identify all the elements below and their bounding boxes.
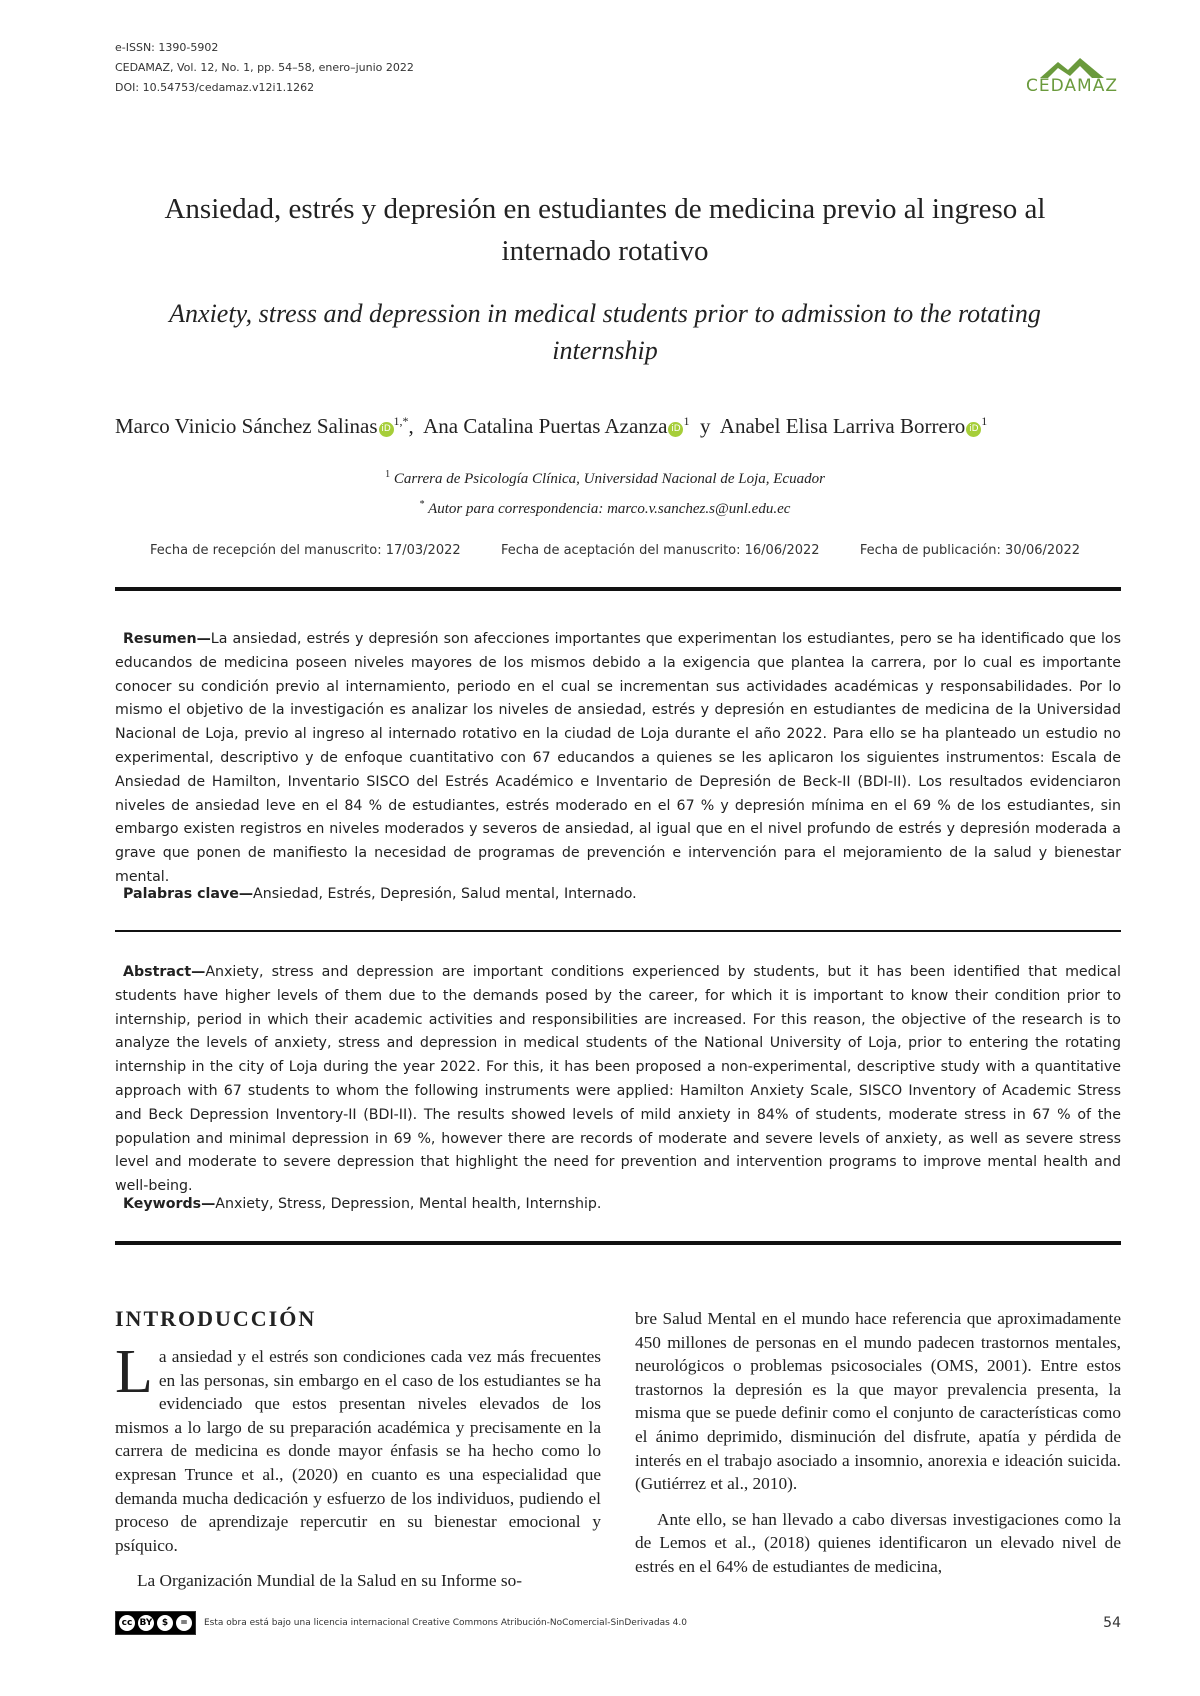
resumen-text: La ansiedad, estrés y depresión son afecciones importantes que experimentan los estudiantes, pero se ha identificado que los educandos de medicina poseen niveles mayores de los mismos debido a la exigencia que plantea la carrera, por lo cual es importante conocer su condición previo al internamiento, periodo en el cual se incrementan sus actividades académicas y responsabilidades. Por lo mismo el objetivo de la investigación es analizar los niveles de ansiedad, estrés y depresión en estudiantes de medicina de la Universidad Nacional de Loja, previo al ingreso al internado rotativo en la ciudad de Loja durante el año 2022. Para ello se ha planteado un estudio no experimental, descriptivo y de enfoque cuantitativo con 67 educandos a quienes se les aplicaron los siguientes instrumentos: Escala de Ansiedad de Hamilton, Inventario SISCO del Estrés Académico e Inventario de Depresión de Beck-II (BDI-II). Los resultados evidenciaron niveles de ansiedad leve en el 84 % de estudiantes, estrés moderado en el 67 % y depresión mínima en el 69 % de los estudiantes, sin embargo existen registros en niveles moderados y severos de ansiedad, al igual que en el nivel profundo de estrés y depresión moderada a grave que ponen de manifiesto la necesidad de programas de prevención e intervención para el mejoramiento de la salud y bienestar mental.: [115, 631, 1121, 885]
author-list: Marco Vinicio Sánchez Salinas $iD^{1,*}$, Ana Catalina Puertas Azanza $iD^1$ y Anabel Elisa Larriva Borrero $iD^1$: [115, 414, 988, 438]
resumen-label: Resumen—: [123, 631, 211, 647]
keywords-text: Anxiety, Stress, Depression, Mental health, Internship.: [215, 1196, 602, 1212]
abstract-label: Abstract—: [123, 964, 206, 980]
bottom-rule: [115, 1241, 1121, 1245]
resumen-section: [115, 628, 1121, 890]
logo-text: CEDAMAZ: [1026, 76, 1118, 96]
eissn: e-ISSN: 1390-5902: [115, 41, 219, 54]
keywords-label: Keywords—: [123, 1196, 216, 1212]
section-heading: INTRODUCCIÓN: [115, 1306, 317, 1331]
middle-rule: [115, 930, 1121, 932]
title-spanish: Ansiedad, estrés y depresión en estudiantes de medicina previo al ingreso al internado rotativo: [164, 193, 1046, 267]
author-name: Anabel Elisa Larriva Borrero: [719, 414, 966, 438]
intro-paragraph: La Organización Mundial de la Salud en su Informe so-: [137, 1571, 523, 1591]
author-superscript: 1,*: [393, 414, 409, 428]
palabras-label: Palabras clave—: [123, 886, 254, 902]
journal-metadata: [115, 38, 414, 98]
manuscript-dates: [150, 543, 1080, 558]
cc-icon: cc: [119, 1615, 135, 1631]
title-english: Anxiety, stress and depression in medical students prior to admission to the rotating internship: [169, 299, 1041, 365]
orcid-icon[interactable]: iD: [668, 422, 683, 437]
intro-paragraph: bre Salud Mental en el mundo hace referencia que aproximadamente 450 millones de personas en el mundo padecen trastornos mentales, neurológicos o problemas psicosociales (OMS, 2001). Entre estos trastornos la depresión es la que mayor prevalencia presenta, la misma que se puede definir como el conjunto de características como el ánimo deprimido, disminución del disfrute, apatía y pérdida de interés en el trabajo asociado a insomnio, anorexia e ideación suicida. (Gutiérrez et al., 2010).: [635, 1309, 1121, 1494]
right-column: [635, 1307, 1121, 1579]
by-icon: BY: [138, 1615, 154, 1631]
creative-commons-badge[interactable]: [115, 1611, 196, 1635]
author-name: Ana Catalina Puertas Azanza: [423, 414, 668, 438]
palabras-clave: [115, 883, 1121, 907]
affiliation-line: $^1$ Carrera de Psicología Clínica, Universidad Nacional de Loja, Ecuador: [385, 469, 825, 487]
accepted-date: Fecha de aceptación del manuscrito: 16/06/2022: [500, 543, 820, 558]
orcid-icon[interactable]: iD: [966, 422, 981, 437]
author-superscript: 1: [981, 414, 988, 428]
abstract-text: Anxiety, stress and depression are important conditions experienced by students, but it has been identified that medical students have higher levels of them due to the demands posed by the career, for which it is important to know their condition prior to internship, period in which their academic activities and responsibilities are increased. For this reason, the objective of the research is to analyze the levels of anxiety, stress and depression in medical students of the National University of Loja, prior to entering the rotating internship in the city of Loja during the year 2022. For this, it has been proposed a non-experimental, descriptive study with a quantitative approach with 67 students to whom the following instruments were applied: Hamilton Anxiety Scale, SISCO Inventory of Academic Stress and Beck Depression Inventory-II (BDI-II). The results showed levels of mild anxiety in 84% of students, moderate stress in 67 % of the population and minimal depression in 69 %, however there are records of moderate and severe levels of anxiety, as well as severe stress level and moderate to severe depression that highlight the need for prevention and intervention programs to improve mental health and well-being.: [115, 964, 1121, 1195]
abstract-section: [115, 961, 1121, 1199]
intro-paragraph: La ansiedad y el estrés son condiciones cada vez más frecuentes en las personas, sin embargo en el caso de los estudiantes se ha evidenciado que estos presentan niveles elevados de los mismos a lo largo de su preparación académica y precisamente en la carrera de medicina es donde mayor énfasis se ha hecho como lo expresan Trunce et al., (2020) en cuanto es una especialidad que demanda mucha dedicación y esfuerzo de los individuos, pudiendo el proceso de aprendizaje repercutir en su bienestar emocional y psíquico.: [115, 1338, 601, 1555]
nd-icon: =: [176, 1615, 192, 1631]
author-superscript: 1: [683, 414, 690, 428]
page-footer: [115, 1611, 1121, 1635]
affiliations: [110, 462, 1100, 522]
nc-icon: $: [157, 1615, 173, 1631]
drop-cap: L: [115, 1338, 153, 1406]
license-text: Esta obra está bajo una licencia internacional Creative Commons Atribución-NoComercial-SinDerivadas 4.0: [204, 1618, 687, 1628]
author-name: Marco Vinicio Sánchez Salinas: [115, 414, 378, 438]
keywords: [115, 1193, 1121, 1217]
top-rule: [115, 587, 1121, 591]
page-number: 54: [1103, 1615, 1121, 1631]
intro-paragraph: Ante ello, se han llevado a cabo diversas investigaciones como la de Lemos et al., (2018) quienes identificaron un elevado nivel de estrés en el 64% de estudiantes de medicina,: [635, 1509, 1121, 1576]
received-date: Fecha de recepción del manuscrito: 17/03/2022: [150, 543, 461, 558]
doi: DOI: 10.54753/cedamaz.v12i1.1262: [115, 81, 315, 94]
journal-logo: [1026, 58, 1118, 96]
correspondence-line: * Autor para correspondencia: marco.v.sanchez.s@unl.edu.ec: [419, 499, 791, 517]
orcid-icon[interactable]: iD: [379, 422, 394, 437]
published-date: Fecha de publicación: 30/06/2022: [859, 543, 1080, 558]
citation: CEDAMAZ, Vol. 12, No. 1, pp. 54–58, enero–junio 2022: [115, 61, 414, 74]
palabras-text: Ansiedad, Estrés, Depresión, Salud mental, Internado.: [253, 886, 637, 902]
mountain-icon: [1040, 58, 1104, 78]
left-column: [115, 1338, 601, 1593]
